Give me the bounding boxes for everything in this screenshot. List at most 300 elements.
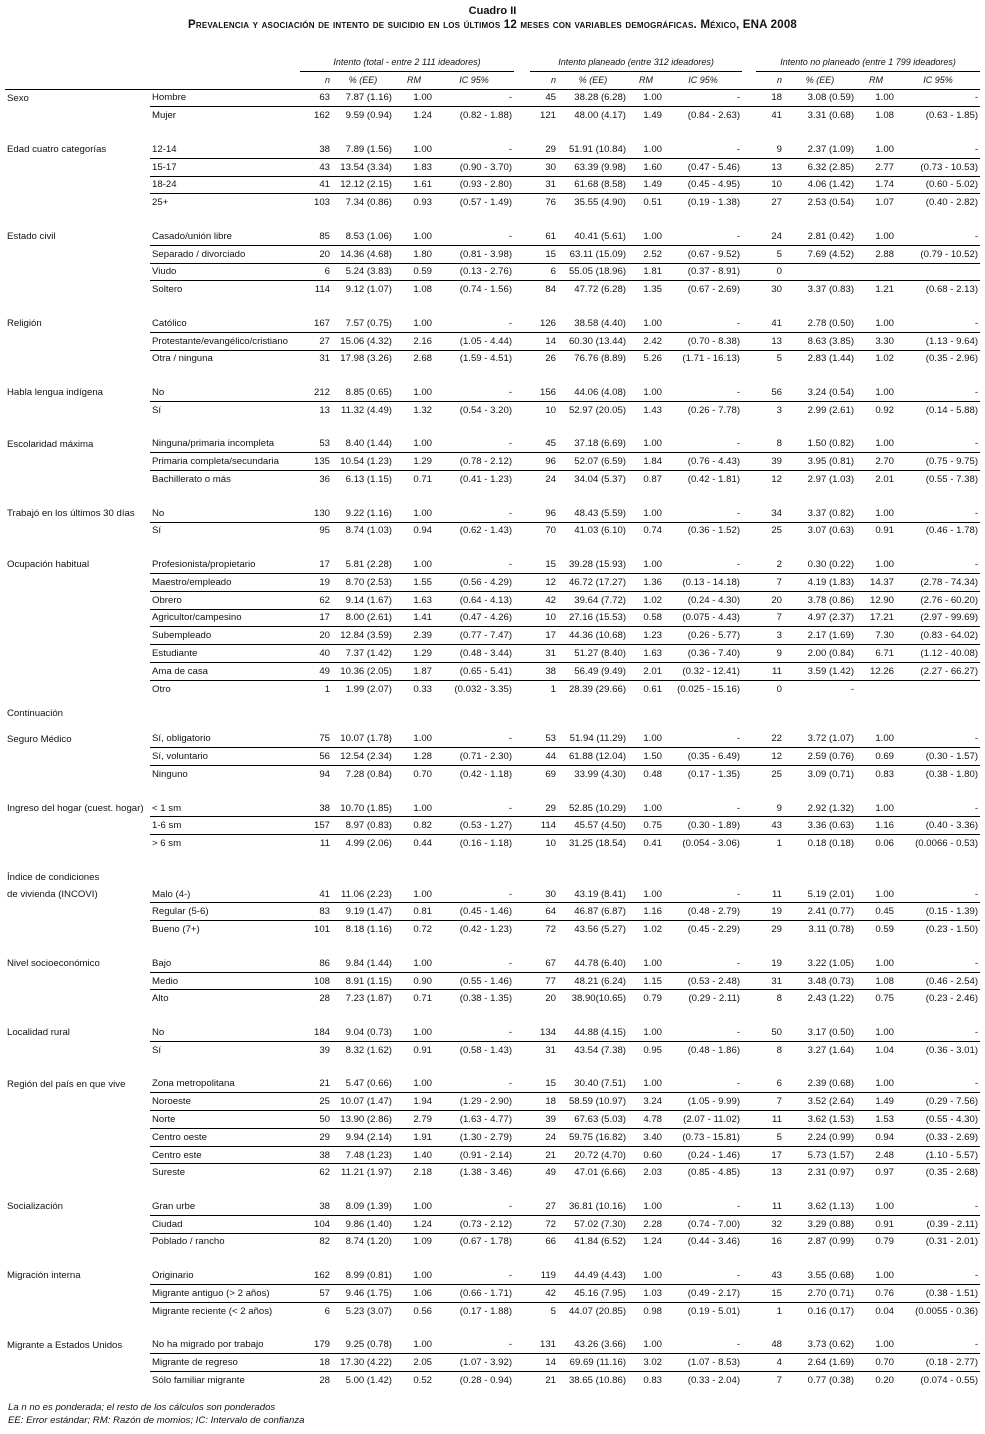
value-cell: (0.45 - 4.95) (664, 176, 742, 194)
category-label: Subempleado (150, 627, 300, 645)
value-cell: 7.48 (1.23) (332, 1146, 394, 1164)
table-row (5, 680, 980, 697)
category-label: Casado/unión libre (150, 228, 300, 245)
value-cell: 2.99 (2.61) (807, 404, 855, 416)
gap-cell (742, 591, 756, 609)
value-cell: 1.61 (394, 176, 434, 194)
value-cell: (0.16 - 1.18) (459, 838, 513, 850)
value-cell: 1.81 (628, 263, 664, 281)
value-cell: - (664, 955, 742, 972)
value-cell: 31 (530, 645, 558, 663)
value-cell: 3.36 (0.63) (784, 817, 856, 835)
value-cell: (2.97 - 99.69) (896, 609, 980, 627)
value-cell: 38.58 (4.40) (558, 315, 628, 332)
value-cell: 9.04 (0.73) (332, 1024, 394, 1041)
gap-cell (742, 556, 756, 573)
value-cell: (2.76 - 60.20) (896, 591, 980, 609)
value-cell: 39.28 (15.93) (558, 556, 628, 573)
column-header: RM (394, 71, 434, 89)
empty-cell (5, 1093, 150, 1111)
value-cell: 6 (300, 263, 332, 281)
category-label: 1-6 sm (150, 817, 300, 835)
value-cell: (1.30 - 2.79) (434, 1128, 514, 1146)
value-cell: 30 (530, 886, 558, 903)
value-cell: 9.86 (1.40) (332, 1215, 394, 1233)
category-label: Protestante/evangélico/cristiano (150, 332, 300, 350)
value-cell: 1.83 (394, 158, 434, 176)
value-cell: (0.36 - 3.01) (925, 1044, 979, 1056)
value-cell: (0.29 - 7.56) (896, 1093, 980, 1111)
value-cell: 8.91 (1.15) (332, 972, 394, 990)
section-name: Ingreso del hogar (cuest. hogar) (7, 802, 144, 814)
value-cell: 61.68 (8.58) (558, 176, 628, 194)
empty-cell (5, 645, 150, 663)
value-cell: 114 (314, 284, 330, 296)
value-cell: 43.54 (7.38) (574, 1044, 627, 1056)
value-cell: (0.31 - 2.01) (925, 1236, 979, 1248)
value-cell: 1.00 (394, 1198, 434, 1215)
value-cell: 6.32 (2.85) (784, 158, 856, 176)
value-cell: 1 (324, 683, 330, 695)
value-cell: 27 (300, 332, 332, 350)
empty-cell (5, 1164, 150, 1181)
value-cell: (0.38 - 1.80) (925, 768, 979, 780)
section-name: Estado civil (7, 231, 56, 243)
gap-cell (514, 1093, 530, 1111)
table-row (5, 471, 980, 488)
value-cell: 2.28 (628, 1215, 664, 1233)
value-cell: - (896, 505, 980, 522)
gap-cell (742, 71, 756, 89)
value-cell: 1.60 (628, 158, 664, 176)
column-header: % (EE) (784, 71, 856, 89)
value-cell: - (664, 384, 742, 401)
value-cell: (1.63 - 4.77) (434, 1111, 514, 1129)
gap-cell (742, 1233, 756, 1250)
value-cell: 19 (300, 573, 332, 591)
spacer-cell (5, 852, 980, 869)
value-cell: 0.69 (856, 748, 896, 766)
value-cell: 1.00 (856, 436, 896, 453)
value-cell: 96 (530, 505, 558, 522)
gap-cell (742, 886, 756, 903)
value-cell: 0.20 (875, 1374, 895, 1386)
gap-cell (514, 1284, 530, 1302)
value-cell: 0.58 (628, 609, 664, 627)
value-cell: 0.87 (643, 474, 663, 486)
value-cell: (0.64 - 4.13) (434, 591, 514, 609)
gap-cell (514, 680, 530, 697)
value-cell: 101 (313, 924, 330, 936)
empty-cell (5, 903, 150, 921)
category-label: Migrante de regreso (150, 1354, 300, 1372)
value-cell: 1.09 (413, 1236, 432, 1248)
value-cell: 184 (300, 1024, 332, 1041)
value-cell: 39 (319, 1044, 330, 1056)
value-cell: (0.66 - 1.71) (434, 1284, 514, 1302)
value-cell: 18 (530, 1093, 558, 1111)
value-cell: - (896, 1198, 980, 1215)
value-cell: 5 (776, 353, 783, 365)
gap-cell (514, 1336, 530, 1353)
spacer-cell (5, 419, 980, 436)
value-cell: 67.63 (5.03) (558, 1111, 628, 1129)
value-cell: 1.16 (628, 903, 664, 921)
value-cell: 34 (756, 505, 784, 522)
value-cell: 1.00 (394, 384, 434, 401)
section-name: Región del país en que vive (7, 1078, 126, 1090)
value-cell: (1.59 - 4.51) (459, 353, 513, 365)
gap-cell (514, 573, 530, 591)
empty-cell (5, 1215, 150, 1233)
value-cell: 40.41 (5.61) (558, 228, 628, 245)
value-cell: 14 (530, 332, 558, 350)
value-cell: (0.65 - 5.41) (434, 662, 514, 680)
value-cell: 0.44 (413, 838, 432, 850)
value-cell: 2.39 (0.68) (784, 1075, 856, 1092)
category-label: 25+ (152, 197, 169, 209)
value-cell: 1.24 (413, 110, 432, 122)
value-cell: 0.75 (875, 993, 895, 1005)
value-cell: 41 (771, 110, 783, 122)
value-cell: 49 (300, 662, 332, 680)
table-row (5, 955, 980, 972)
value-cell: 0.94 (413, 525, 432, 537)
value-cell: 1.00 (628, 89, 664, 107)
gap-cell (742, 748, 756, 766)
value-cell: 2.70 (856, 453, 896, 471)
value-cell: 11 (320, 838, 330, 850)
table-row (5, 505, 980, 522)
gap-cell (742, 800, 756, 817)
value-cell: 1.00 (856, 141, 896, 158)
column-header: n (300, 71, 332, 89)
value-cell: 9.19 (1.47) (332, 903, 394, 921)
table-row (5, 453, 980, 471)
value-cell: 25 (771, 525, 783, 537)
value-cell: 46.87 (6.87) (558, 903, 628, 921)
empty-cell (5, 350, 150, 367)
category-label: Obrero (150, 591, 300, 609)
value-cell: 1.00 (394, 1075, 434, 1092)
value-cell: 28 (319, 1374, 330, 1386)
empty-cell (5, 1146, 150, 1164)
value-cell: 44.88 (4.15) (558, 1024, 628, 1041)
value-cell: 43.56 (5.27) (574, 924, 627, 936)
value-cell: 43.26 (3.66) (558, 1336, 628, 1353)
value-cell: 13 (771, 1167, 783, 1179)
empty-cell (5, 1233, 150, 1250)
value-cell: 4.99 (2.06) (345, 838, 392, 850)
value-cell: - (896, 89, 980, 107)
value-cell: 134 (530, 1024, 558, 1041)
value-cell: (0.13 - 2.76) (434, 263, 514, 281)
value-cell: 2.39 (394, 627, 434, 645)
value-cell: 3 (776, 404, 783, 416)
value-cell: 62 (300, 591, 332, 609)
value-cell: 1.00 (394, 886, 434, 903)
value-cell: (0.14 - 5.88) (925, 404, 979, 416)
value-cell: 17 (300, 556, 332, 573)
value-cell: 1.00 (628, 384, 664, 401)
gap-cell (742, 817, 756, 835)
value-cell: 2 (756, 556, 784, 573)
value-cell: 1.40 (394, 1146, 434, 1164)
value-cell: 56 (756, 384, 784, 401)
value-cell: 11.32 (4.49) (340, 404, 392, 416)
value-cell: 37.18 (6.69) (558, 436, 628, 453)
value-cell: 7.57 (0.75) (332, 315, 394, 332)
empty-cell (5, 835, 150, 852)
value-cell: 3.72 (1.07) (784, 730, 856, 747)
value-cell: 10 (756, 176, 784, 194)
value-cell: 31 (545, 1044, 557, 1056)
value-cell: (1.10 - 5.57) (896, 1146, 980, 1164)
gap-cell (514, 1198, 530, 1215)
category-label: Viudo (150, 263, 300, 281)
value-cell: - (434, 436, 514, 453)
value-cell: 135 (300, 453, 332, 471)
value-cell: 0.74 (643, 525, 663, 537)
empty-cell (5, 972, 150, 990)
table-row (5, 176, 980, 194)
gap-cell (742, 680, 756, 697)
value-cell: 38.65 (10.86) (568, 1374, 627, 1386)
category-label: No (150, 384, 300, 401)
value-cell: 48.43 (5.59) (558, 505, 628, 522)
value-cell: 0.18 (0.18) (807, 838, 855, 850)
value-cell: 20 (300, 627, 332, 645)
value-cell: 28.39 (29.66) (568, 683, 627, 695)
value-cell: 1 (776, 838, 783, 850)
value-cell: 1.02 (628, 591, 664, 609)
value-cell: (0.41 - 1.23) (459, 474, 513, 486)
value-cell: (0.42 - 1.81) (687, 474, 741, 486)
category-label: 18-24 (150, 176, 300, 194)
table-row (5, 573, 980, 591)
gap-cell (514, 194, 530, 211)
table-row (5, 921, 980, 938)
category-label: Sureste (152, 1167, 186, 1179)
category-label: Estudiante (150, 645, 300, 663)
table-row (5, 1093, 980, 1111)
value-cell: 1.00 (628, 505, 664, 522)
value-cell: 5.26 (643, 353, 663, 365)
gap-cell (742, 89, 756, 107)
table-label: Cuadro II (468, 5, 517, 17)
category-label: Maestro/empleado (150, 573, 300, 591)
value-cell: 0.71 (413, 993, 432, 1005)
value-cell: (0.42 - 1.23) (459, 924, 513, 936)
empty-cell (5, 990, 150, 1007)
value-cell: 7 (756, 609, 784, 627)
empty-cell (5, 194, 150, 211)
value-cell: 1.36 (628, 573, 664, 591)
category-label: Bueno (7+) (152, 924, 200, 936)
value-cell: (0.28 - 0.94) (459, 1374, 513, 1386)
empty-cell (150, 869, 980, 886)
table-row (5, 1233, 980, 1250)
value-cell: 12.90 (856, 591, 896, 609)
value-cell: 1.00 (394, 955, 434, 972)
spacer-row (5, 539, 980, 556)
value-cell: - (896, 955, 980, 972)
value-cell: (0.73 - 2.12) (434, 1215, 514, 1233)
value-cell: - (664, 1267, 742, 1284)
value-cell: 131 (530, 1336, 558, 1353)
value-cell: 7.30 (856, 627, 896, 645)
category-label: Sí (152, 1044, 162, 1056)
value-cell: - (434, 384, 514, 401)
table-row (5, 766, 980, 783)
gap-cell (742, 384, 756, 401)
gap-cell (742, 609, 756, 627)
table-row (5, 436, 980, 453)
value-cell: 2.17 (1.69) (784, 627, 856, 645)
value-cell: 1.49 (643, 110, 663, 122)
value-cell: 25 (771, 768, 783, 780)
value-cell: - (896, 556, 980, 573)
value-cell: 157 (300, 817, 332, 835)
value-cell: 1.00 (856, 1198, 896, 1215)
column-header: IC 95% (434, 71, 514, 89)
gap-cell (514, 350, 530, 367)
value-cell: 11.06 (2.23) (332, 886, 394, 903)
value-cell: 1.00 (628, 1075, 664, 1092)
value-cell: 10 (530, 609, 558, 627)
table-row (5, 158, 980, 176)
value-cell: 1.00 (856, 89, 896, 107)
value-cell: (0.19 - 5.01) (687, 1305, 741, 1317)
value-cell: 15 (756, 1284, 784, 1302)
gap-cell (514, 384, 530, 401)
gap-cell (742, 315, 756, 332)
value-cell: (0.93 - 2.80) (434, 176, 514, 194)
value-cell: 8 (756, 436, 784, 453)
value-cell: - (434, 955, 514, 972)
value-cell: 1.99 (2.07) (345, 683, 392, 695)
value-cell: 9 (756, 645, 784, 663)
group-header: Intento planeado (entre 312 ideadores) (530, 54, 742, 71)
gap-cell (742, 281, 756, 298)
category-label: Bajo (150, 955, 300, 972)
value-cell: 7.28 (0.84) (345, 768, 392, 780)
spacer-row (5, 419, 980, 436)
value-cell: 1.80 (394, 245, 434, 263)
value-cell: 76.76 (8.89) (574, 353, 627, 365)
value-cell: - (664, 141, 742, 158)
gap-cell (742, 1164, 756, 1181)
gap-cell (514, 332, 530, 350)
value-cell: (1.29 - 2.90) (434, 1093, 514, 1111)
value-cell: 85 (300, 228, 332, 245)
value-cell: 61 (530, 228, 558, 245)
value-cell: 36 (319, 474, 330, 486)
table-row (5, 194, 980, 211)
category-label: Sí (152, 525, 162, 537)
value-cell: (0.48 - 2.79) (664, 903, 742, 921)
value-cell: 5.24 (3.83) (332, 263, 394, 281)
value-cell: (0.48 - 3.44) (434, 645, 514, 663)
value-cell: 21 (300, 1075, 332, 1092)
value-cell: 17.21 (856, 609, 896, 627)
value-cell: 38 (300, 800, 332, 817)
value-cell: (0.42 - 1.18) (459, 768, 513, 780)
value-cell: - (434, 886, 514, 903)
value-cell: 2.31 (0.97) (807, 1167, 855, 1179)
value-cell: 1.63 (628, 645, 664, 663)
gap-cell (514, 1354, 530, 1372)
category-label: Mujer (152, 110, 176, 122)
value-cell: 108 (300, 972, 332, 990)
value-cell: 39 (530, 1111, 558, 1129)
gap-cell (742, 1336, 756, 1353)
value-cell: 8.97 (0.83) (332, 817, 394, 835)
value-cell: 2.05 (394, 1354, 434, 1372)
value-cell: 2.92 (1.32) (784, 800, 856, 817)
value-cell: 1.28 (394, 748, 434, 766)
value-cell: 4.19 (1.83) (784, 573, 856, 591)
value-cell: (0.85 - 4.85) (687, 1167, 741, 1179)
value-cell: (0.15 - 1.39) (896, 903, 980, 921)
value-cell: (0.73 - 10.53) (896, 158, 980, 176)
value-cell: (0.67 - 9.52) (664, 245, 742, 263)
value-cell: 2.18 (413, 1167, 432, 1179)
value-cell: 41.84 (6.52) (574, 1236, 627, 1248)
value-cell: 84 (545, 284, 557, 296)
column-header: IC 95% (896, 71, 980, 89)
value-cell: 9.22 (1.16) (332, 505, 394, 522)
gap-cell (514, 505, 530, 522)
value-cell: 11 (756, 886, 784, 903)
value-cell: 31.25 (18.54) (568, 838, 627, 850)
value-cell: - (896, 800, 980, 817)
value-cell: 0.91 (856, 1215, 896, 1233)
value-cell: 30 (771, 284, 783, 296)
value-cell: 7.34 (0.86) (345, 197, 392, 209)
value-cell: (0.074 - 0.55) (920, 1374, 979, 1386)
value-cell: 114 (530, 817, 558, 835)
value-cell: 3.62 (1.53) (784, 1111, 856, 1129)
value-cell: 1.00 (628, 141, 664, 158)
column-header: % (EE) (332, 71, 394, 89)
value-cell: (0.54 - 3.20) (459, 404, 513, 416)
value-cell: - (434, 730, 514, 747)
value-cell: 179 (300, 1336, 332, 1353)
gap-cell (514, 748, 530, 766)
value-cell: 1.91 (394, 1128, 434, 1146)
value-cell: - (434, 1024, 514, 1041)
category-label: Separado / divorciado (150, 245, 300, 263)
value-cell: 1.02 (643, 924, 663, 936)
category-label: No (150, 1024, 300, 1041)
gap-cell (742, 990, 756, 1007)
value-cell: (0.30 - 1.57) (896, 748, 980, 766)
value-cell: 12 (756, 748, 784, 766)
empty-cell (5, 1041, 150, 1058)
value-cell: (1.05 - 4.44) (434, 332, 514, 350)
value-cell: 3.40 (628, 1128, 664, 1146)
value-cell: - (664, 315, 742, 332)
value-cell: 119 (530, 1267, 558, 1284)
value-cell: - (434, 1336, 514, 1353)
value-cell: 1.00 (394, 505, 434, 522)
value-cell: (0.45 - 2.29) (687, 924, 741, 936)
value-cell: (0.49 - 2.17) (664, 1284, 742, 1302)
value-cell: (0.40 - 2.82) (925, 197, 979, 209)
table-row (5, 556, 980, 573)
section-title-row (5, 869, 980, 886)
